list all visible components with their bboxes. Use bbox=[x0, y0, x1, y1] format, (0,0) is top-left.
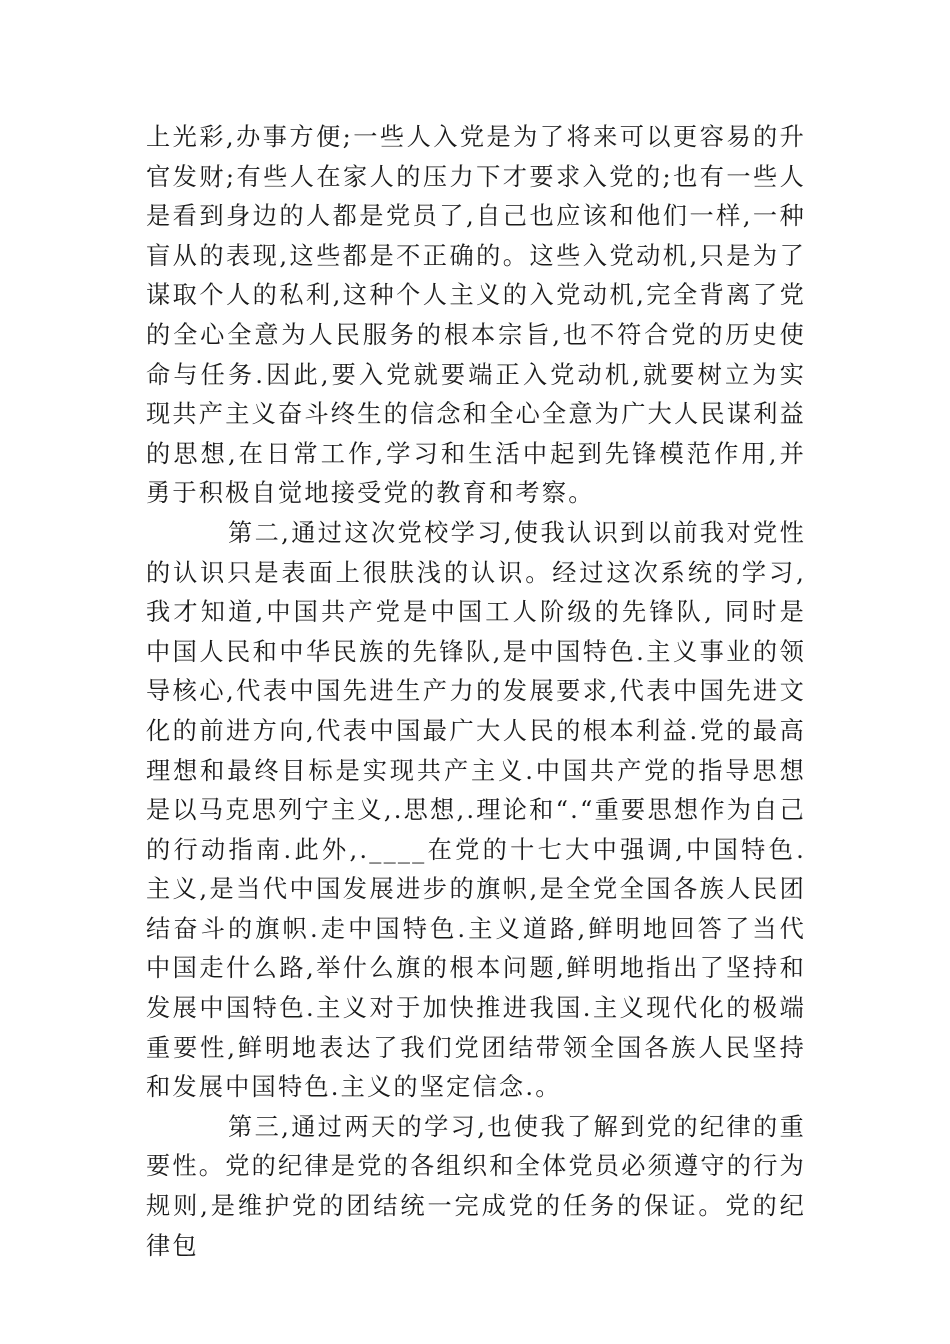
paragraph-2: 第二,通过这次党校学习,使我认识到以前我对党性的认识只是表面上很肤浅的认识。经过这次系统的学习,我才知道,中国共产党是中国工人阶级的先锋队, 同时是中国人民和中华民族的先锋队,是中国特色.主义事业的领导核心,代表中国先进生产力的发展要求,代表中国先进文化的前进方向,代表中国最广大人民的根本利益.党的最高理想和最终目标是实现共产主义.中国共产党的指导思想是以马克思列宁主义,.思想,.理论和“.“重要思想作为自己的行动指南.此外,.____在党的十七大中强调,中国特色.主义,是当代中国发展进步的旗帜,是全党全国各族人民团结奋斗的旗帜.走中国特色.主义道路,鲜明地回答了当代中国走什么路,举什么旗的根本问题,鲜明地指出了坚持和发展中国特色.主义对于加快推进我国.主义现代化的极端重要性,鲜明地表达了我们党团结带领全国各族人民坚持和发展中国特色.主义的坚定信念.。 bbox=[146, 518, 806, 1102]
paragraph-3: 第三,通过两天的学习,也使我了解到党的纪律的重要性。党的纪律是党的各组织和全体党员必须遵守的行为规则,是维护党的团结统一完成党的任务的保证。党的纪律包 bbox=[146, 1112, 806, 1260]
paragraph-1: 上光彩,办事方便;一些人入党是为了将来可以更容易的升官发财;有些人在家人的压力下才要求入党的;也有一些人是看到身边的人都是党员了,自己也应该和他们一样,一种盲从的表现,这些都是不正确的。这些入党动机,只是为了谋取个人的私利,这种个人主义的入党动机,完全背离了党的全心全意为人民服务的根本宗旨,也不符合党的历史使命与任务.因此,要入党就要端正入党动机,就要树立为实现共产主义奋斗终生的信念和全心全意为广大人民谋利益的思想,在日常工作,学习和生活中起到先锋模范作用,并勇于积极自觉地接受党的教育和考察。 bbox=[146, 123, 806, 508]
document-page bbox=[146, 118, 806, 1266]
